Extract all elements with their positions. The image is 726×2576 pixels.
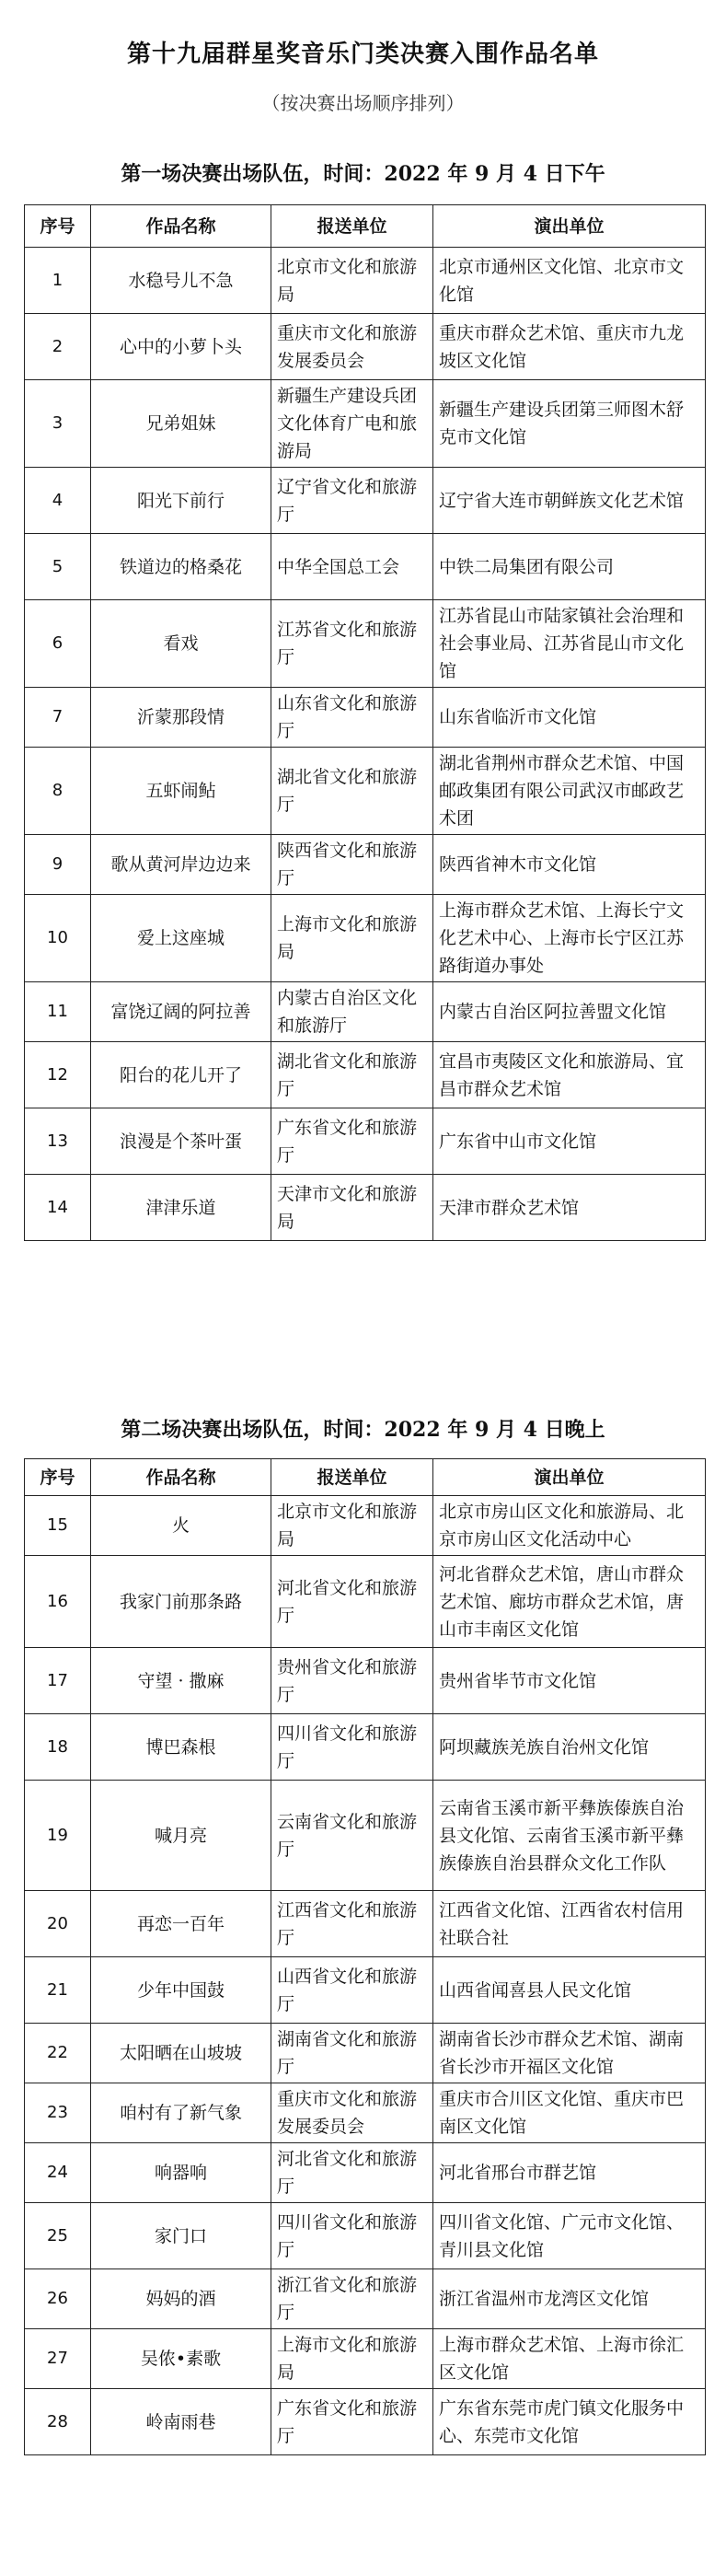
row-number: 18 [25,1714,91,1781]
performing-unit: 贵州省毕节市文化馆 [433,1648,706,1714]
work-title: 再恋一百年 [91,1891,271,1957]
submitting-unit: 贵州省文化和旅游厅 [271,1648,433,1714]
page-title: 第十九届群星奖音乐门类决赛入围作品名单 [126,41,599,68]
table-row [25,534,706,600]
performing-unit: 宜昌市夷陵区文化和旅游局、宜昌市群众艺术馆 [433,1042,706,1108]
work-title: 阳光下前行 [91,468,271,534]
work-title: 火 [91,1496,271,1556]
finalists-table-2 [24,1458,706,2455]
header-work: 作品名称 [91,1459,271,1496]
row-number: 22 [25,2024,91,2083]
work-title: 响器响 [91,2143,271,2203]
table-row [25,895,706,982]
table-row [25,1891,706,1957]
row-number: 15 [25,1496,91,1556]
performing-unit: 阿坝藏族羌族自治州文化馆 [433,1714,706,1781]
row-number: 27 [25,2329,91,2389]
row-number: 28 [25,2389,91,2455]
table-row [25,2143,706,2203]
submitting-unit: 云南省文化和旅游厅 [271,1781,433,1891]
row-number: 3 [25,380,91,468]
submitting-unit: 天津市文化和旅游局 [271,1175,433,1241]
row-number: 13 [25,1108,91,1175]
submitting-unit: 四川省文化和旅游厅 [271,1714,433,1781]
submitting-unit: 辽宁省文化和旅游厅 [271,468,433,534]
submitting-unit: 上海市文化和旅游局 [271,895,433,982]
work-title: 水稳号儿不急 [91,248,271,314]
work-title: 浪漫是个茶叶蛋 [91,1108,271,1175]
table-row [25,600,706,688]
work-title: 博巴森根 [91,1714,271,1781]
table-row [25,1175,706,1241]
work-title: 阳台的花儿开了 [91,1042,271,1108]
submitting-unit: 山西省文化和旅游厅 [271,1957,433,2024]
submitting-unit: 湖北省文化和旅游厅 [271,1042,433,1108]
submitting-unit: 河北省文化和旅游厅 [271,2143,433,2203]
row-number: 11 [25,982,91,1042]
row-number: 26 [25,2269,91,2329]
table-row [25,1714,706,1781]
performing-unit: 湖北省荆州市群众艺术馆、中国邮政集团有限公司武汉市邮政艺术团 [433,748,706,835]
row-number: 2 [25,314,91,380]
performing-unit: 天津市群众艺术馆 [433,1175,706,1241]
row-number: 24 [25,2143,91,2203]
header-perf: 演出单位 [433,1459,706,1496]
work-title: 咱村有了新气象 [91,2083,271,2143]
section-heading-1: 第一场决赛出场队伍，时间：2022 年 9 月 4 日下午 [121,162,605,186]
table-row [25,1556,706,1648]
performing-unit: 江西省文化馆、江西省农村信用社联合社 [433,1891,706,1957]
performing-unit: 山东省临沂市文化馆 [433,688,706,748]
finalists-table-1 [24,204,706,1241]
performing-unit: 河北省群众艺术馆，唐山市群众艺术馆、廊坊市群众艺术馆，唐山市丰南区文化馆 [433,1556,706,1648]
header-perf: 演出单位 [433,205,706,248]
row-number: 7 [25,688,91,748]
section-heading-2: 第二场决赛出场队伍，时间：2022 年 9 月 4 日晚上 [121,1418,605,1442]
submitting-unit: 山东省文化和旅游厅 [271,688,433,748]
table-row [25,1042,706,1108]
submitting-unit: 上海市文化和旅游局 [271,2329,433,2389]
performing-unit: 广东省东莞市虎门镇文化服务中心、东莞市文化馆 [433,2389,706,2455]
submitting-unit: 陕西省文化和旅游厅 [271,835,433,895]
work-title: 守望 · 撒麻 [91,1648,271,1714]
work-title: 心中的小萝卜头 [91,314,271,380]
performing-unit: 山西省闻喜县人民文化馆 [433,1957,706,2024]
table-row [25,468,706,534]
table-body-1 [25,248,706,1241]
table-row [25,2203,706,2269]
submitting-unit: 新疆生产建设兵团文化体育广电和旅游局 [271,380,433,468]
table-row [25,1781,706,1891]
row-number: 20 [25,1891,91,1957]
work-title: 喊月亮 [91,1781,271,1891]
work-title: 家门口 [91,2203,271,2269]
work-title: 歌从黄河岸边边来 [91,835,271,895]
performing-unit: 辽宁省大连市朝鲜族文化艺术馆 [433,468,706,534]
work-title: 岭南雨巷 [91,2389,271,2455]
table-row [25,1108,706,1175]
work-title: 太阳晒在山坡坡 [91,2024,271,2083]
work-title: 吴侬•素歌 [91,2329,271,2389]
submitting-unit: 江苏省文化和旅游厅 [271,600,433,688]
header-no: 序号 [25,205,91,248]
submitting-unit: 重庆市文化和旅游发展委员会 [271,2083,433,2143]
submitting-unit: 浙江省文化和旅游厅 [271,2269,433,2329]
table-row [25,380,706,468]
row-number: 19 [25,1781,91,1891]
table-header-row [25,1459,706,1496]
table-row [25,2083,706,2143]
work-title: 我家门前那条路 [91,1556,271,1648]
work-title: 五虾闹鲇 [91,748,271,835]
row-number: 25 [25,2203,91,2269]
submitting-unit: 中华全国总工会 [271,534,433,600]
submitting-unit: 内蒙古自治区文化和旅游厅 [271,982,433,1042]
submitting-unit: 广东省文化和旅游厅 [271,2389,433,2455]
work-title: 少年中国鼓 [91,1957,271,2024]
work-title: 爱上这座城 [91,895,271,982]
table-row [25,2269,706,2329]
submitting-unit: 广东省文化和旅游厅 [271,1108,433,1175]
submitting-unit: 河北省文化和旅游厅 [271,1556,433,1648]
work-title: 看戏 [91,600,271,688]
performing-unit: 新疆生产建设兵团第三师图木舒克市文化馆 [433,380,706,468]
performing-unit: 中铁二局集团有限公司 [433,534,706,600]
table-row [25,688,706,748]
performing-unit: 广东省中山市文化馆 [433,1108,706,1175]
work-title: 沂蒙那段情 [91,688,271,748]
page-subtitle: （按决赛出场顺序排列） [261,92,465,114]
row-number: 16 [25,1556,91,1648]
performing-unit: 北京市房山区文化和旅游局、北京市房山区文化活动中心 [433,1496,706,1556]
table-row [25,248,706,314]
performing-unit: 北京市通州区文化馆、北京市文化馆 [433,248,706,314]
work-title: 兄弟姐妹 [91,380,271,468]
row-number: 12 [25,1042,91,1108]
submitting-unit: 湖北省文化和旅游厅 [271,748,433,835]
row-number: 8 [25,748,91,835]
row-number: 9 [25,835,91,895]
performing-unit: 河北省邢台市群艺馆 [433,2143,706,2203]
table-row [25,2024,706,2083]
header-work: 作品名称 [91,205,271,248]
work-title: 铁道边的格桑花 [91,534,271,600]
performing-unit: 湖南省长沙市群众艺术馆、湖南省长沙市开福区文化馆 [433,2024,706,2083]
table-row [25,314,706,380]
submitting-unit: 湖南省文化和旅游厅 [271,2024,433,2083]
table-row [25,2389,706,2455]
table-row [25,1957,706,2024]
row-number: 5 [25,534,91,600]
work-title: 富饶辽阔的阿拉善 [91,982,271,1042]
table-row [25,1648,706,1714]
table-row [25,982,706,1042]
row-number: 10 [25,895,91,982]
header-unit: 报送单位 [271,205,433,248]
header-unit: 报送单位 [271,1459,433,1496]
submitting-unit: 北京市文化和旅游局 [271,1496,433,1556]
row-number: 6 [25,600,91,688]
table-row [25,748,706,835]
table-header-row [25,205,706,248]
table-body-2 [25,1496,706,2455]
performing-unit: 重庆市群众艺术馆、重庆市九龙坡区文化馆 [433,314,706,380]
row-number: 1 [25,248,91,314]
performing-unit: 浙江省温州市龙湾区文化馆 [433,2269,706,2329]
table-row [25,2329,706,2389]
submitting-unit: 北京市文化和旅游局 [271,248,433,314]
performing-unit: 上海市群众艺术馆、上海长宁文化艺术中心、上海市长宁区江苏路街道办事处 [433,895,706,982]
row-number: 21 [25,1957,91,2024]
performing-unit: 江苏省昆山市陆家镇社会治理和社会事业局、江苏省昆山市文化馆 [433,600,706,688]
performing-unit: 四川省文化馆、广元市文化馆、青川县文化馆 [433,2203,706,2269]
row-number: 17 [25,1648,91,1714]
work-title: 妈妈的酒 [91,2269,271,2329]
submitting-unit: 重庆市文化和旅游发展委员会 [271,314,433,380]
submitting-unit: 江西省文化和旅游厅 [271,1891,433,1957]
row-number: 23 [25,2083,91,2143]
performing-unit: 云南省玉溪市新平彝族傣族自治县文化馆、云南省玉溪市新平彝族傣族自治县群众文化工作队 [433,1781,706,1891]
table-row [25,835,706,895]
performing-unit: 内蒙古自治区阿拉善盟文化馆 [433,982,706,1042]
header-no: 序号 [25,1459,91,1496]
table-row [25,1496,706,1556]
row-number: 14 [25,1175,91,1241]
submitting-unit: 四川省文化和旅游厅 [271,2203,433,2269]
row-number: 4 [25,468,91,534]
work-title: 津津乐道 [91,1175,271,1241]
performing-unit: 上海市群众艺术馆、上海市徐汇区文化馆 [433,2329,706,2389]
performing-unit: 重庆市合川区文化馆、重庆市巴南区文化馆 [433,2083,706,2143]
performing-unit: 陕西省神木市文化馆 [433,835,706,895]
